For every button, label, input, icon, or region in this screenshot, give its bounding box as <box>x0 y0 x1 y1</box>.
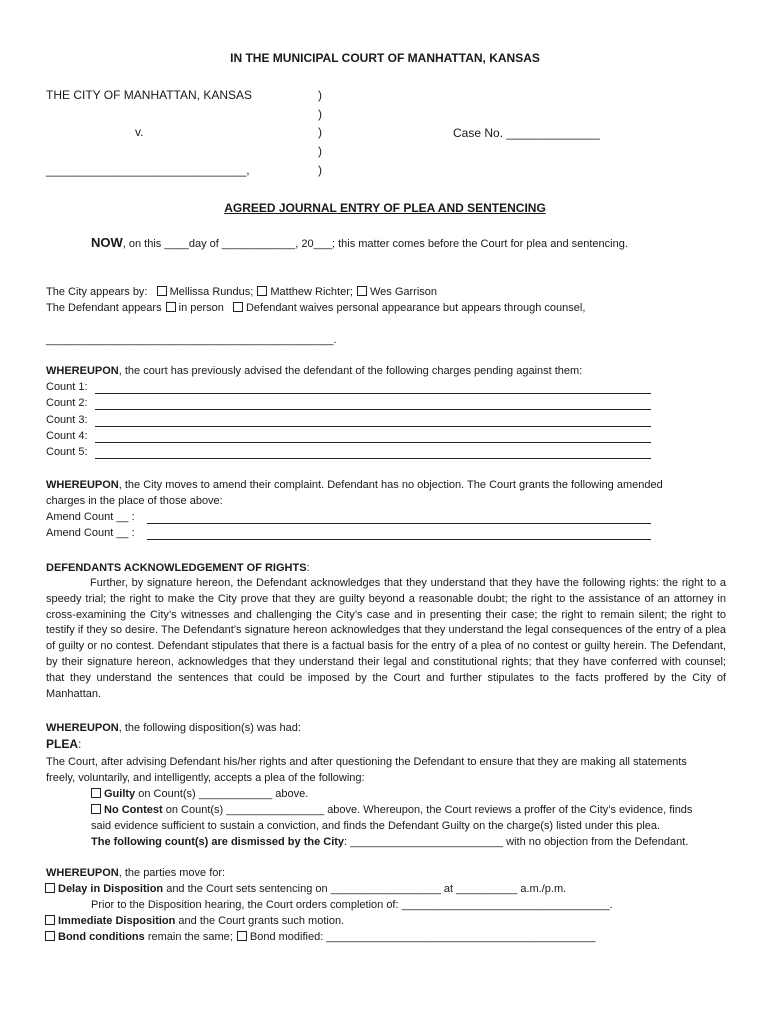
immediate-text: and the Court grants such motion. <box>175 915 345 927</box>
defendant-appears-label: The Defendant appears <box>46 302 162 314</box>
amend-intro-text: , the City moves to amend their complaint. Defendant has no objection. The Court grants the following amended <box>118 479 663 491</box>
whereupon-label: WHEREUPON <box>46 867 119 879</box>
disposition-intro <box>46 721 301 735</box>
now-label: NOW <box>91 235 123 250</box>
completion-line[interactable]: Prior to the Disposition hearing, the Court orders completion of: __________________________________. <box>91 899 613 911</box>
count-3-field[interactable] <box>95 426 651 427</box>
count-1-label: Count 1: <box>46 381 88 393</box>
disposition-intro-text: , the following disposition(s) was had: <box>118 722 301 734</box>
count-4-label: Count 4: <box>46 430 88 442</box>
no-contest-label: No Contest <box>104 804 163 816</box>
whereupon-label: WHEREUPON <box>46 365 119 377</box>
count-5-field[interactable] <box>95 458 651 459</box>
bond-modified-field[interactable]: Bond modified: ____________________________________________ <box>249 931 596 943</box>
richter-checkbox[interactable] <box>257 286 267 296</box>
dismissed-line <box>91 835 688 849</box>
caption-paren: ) <box>318 88 322 102</box>
sentencing-intro-text: , the parties move for: <box>118 867 226 879</box>
delay-label: Delay in Disposition <box>58 883 164 895</box>
garrison-label: Wes Garrison <box>369 286 438 298</box>
dismissed-count-field[interactable]: : _________________________ with no objection from the Defendant. <box>344 836 689 848</box>
bond-label: Bond conditions <box>58 931 145 943</box>
sentencing-intro <box>46 866 225 880</box>
no-contest-count-field[interactable]: on Count(s) ________________ above. Whereupon, the Court reviews a proffer of the City’s evidence, finds <box>162 804 693 816</box>
rundus-label: Mellissa Rundus; <box>169 286 254 298</box>
dismissed-label: The following count(s) are dismissed by the City <box>91 836 345 848</box>
city-appears-label: The City appears by: <box>46 286 148 298</box>
bond-option <box>44 930 596 944</box>
delay-option <box>44 882 566 896</box>
plea-line-1: The Court, after advising Defendant his/her rights and after questioning the Defendant to ensure that they are making all statements <box>46 756 687 768</box>
rights-heading-text: DEFENDANTS ACKNOWLEDGEMENT OF RIGHTS <box>46 562 307 574</box>
whereupon-label: WHEREUPON <box>46 722 119 734</box>
guilty-option <box>90 787 308 801</box>
count-3-label: Count 3: <box>46 414 88 426</box>
intro-line <box>91 235 628 250</box>
rights-paragraph <box>46 576 726 702</box>
document-title: AGREED JOURNAL ENTRY OF PLEA AND SENTENCING <box>224 201 546 215</box>
in-person-checkbox[interactable] <box>166 302 176 312</box>
richter-label: Matthew Richter; <box>270 286 353 298</box>
rights-heading-colon: : <box>306 562 310 574</box>
immediate-checkbox[interactable] <box>45 915 55 925</box>
immediate-option <box>44 914 344 928</box>
defendant-name-field[interactable]: ______________________________, <box>46 163 250 177</box>
through-counsel-checkbox[interactable] <box>233 302 243 312</box>
counsel-name-field[interactable]: _______________________________________________. <box>46 334 337 346</box>
versus-label: v. <box>135 125 144 139</box>
plaintiff-name: THE CITY OF MANHATTAN, KANSAS <box>46 88 253 102</box>
in-person-label: in person <box>178 302 224 314</box>
amend-count-1-field[interactable] <box>147 523 651 524</box>
no-contest-line-2: said evidence sufficient to sustain a conviction, and finds the Defendant Guilty on the charge(s) listed under this plea. <box>91 820 661 832</box>
no-contest-checkbox[interactable] <box>91 804 101 814</box>
amend-intro-line2: charges in the place of those above: <box>46 495 223 507</box>
bond-modified-checkbox[interactable] <box>237 931 247 941</box>
amend-count-1-label: Amend Count __ : <box>46 511 135 523</box>
count-4-field[interactable] <box>95 442 651 443</box>
bond-same-checkbox[interactable] <box>45 931 55 941</box>
bond-same-text: remain the same; <box>144 931 233 943</box>
caption-paren: ) <box>318 144 322 158</box>
count-1-field[interactable] <box>95 393 651 394</box>
whereupon-label: WHEREUPON <box>46 479 119 491</box>
count-2-field[interactable] <box>95 409 651 410</box>
city-appearance-line <box>46 285 437 299</box>
guilty-count-field[interactable]: on Count(s) ____________ above. <box>135 788 309 800</box>
garrison-checkbox[interactable] <box>357 286 367 296</box>
count-2-label: Count 2: <box>46 397 88 409</box>
delay-checkbox[interactable] <box>45 883 55 893</box>
guilty-checkbox[interactable] <box>91 788 101 798</box>
charges-intro-text: , the court has previously advised the defendant of the following charges pending against them: <box>118 365 583 377</box>
charges-intro <box>46 364 582 378</box>
sentencing-date-field[interactable]: and the Court sets sentencing on __________________ at __________ a.m./p.m. <box>163 883 567 895</box>
defendant-appearance-line <box>46 301 585 315</box>
rights-body: Further, by signature hereon, the Defendant acknowledges that they understand that they have the following rights: the right to a speedy trial; the right to make the City prove that they are guilty beyond a reasonable doubt; the right to the assistance of an attorney in cross-examining the City’s witnesses and challenging the City’s case and in presenting their case; the right to remain silent; the right to testify if they so desire. The Defendant’s signature hereon acknowledges that they understand the legal consequences of the entry of a plea of guilty or no contest. Defendant stipulates that there is a factual basis for the entry of a plea of no contest or guilty herein. The Defendant, by their signature hereon, acknowledges that they understand their legal and constitutional rights; that they have conferred with counsel; that they understand the sentences that could be imposed by the Court and further stipulates to the facts proffered by the City of Manhattan. <box>46 577 726 700</box>
plea-heading-colon: : <box>78 737 82 751</box>
court-title: IN THE MUNICIPAL COURT OF MANHATTAN, KANSAS <box>230 51 540 65</box>
case-number-field[interactable]: Case No. ______________ <box>453 126 600 140</box>
count-5-label: Count 5: <box>46 446 88 458</box>
guilty-label: Guilty <box>104 788 136 800</box>
amend-count-2-field[interactable] <box>147 539 651 540</box>
through-counsel-label: Defendant waives personal appearance but appears through counsel, <box>245 302 586 314</box>
intro-text[interactable]: , on this ____day of ____________, 20___; this matter comes before the Court for plea and sentencing. <box>122 238 628 250</box>
plea-heading <box>46 737 81 751</box>
plea-line-2: freely, voluntarily, and intelligently, accepts a plea of the following: <box>46 772 365 784</box>
immediate-label: Immediate Disposition <box>58 915 176 927</box>
no-contest-option <box>90 803 692 817</box>
rundus-checkbox[interactable] <box>157 286 167 296</box>
caption-paren: ) <box>318 125 322 139</box>
rights-heading <box>46 561 310 575</box>
amend-intro <box>46 478 663 492</box>
plea-heading-text: PLEA <box>46 737 79 751</box>
amend-count-2-label: Amend Count __ : <box>46 527 135 539</box>
caption-paren: ) <box>318 107 322 121</box>
caption-paren: ) <box>318 163 322 177</box>
